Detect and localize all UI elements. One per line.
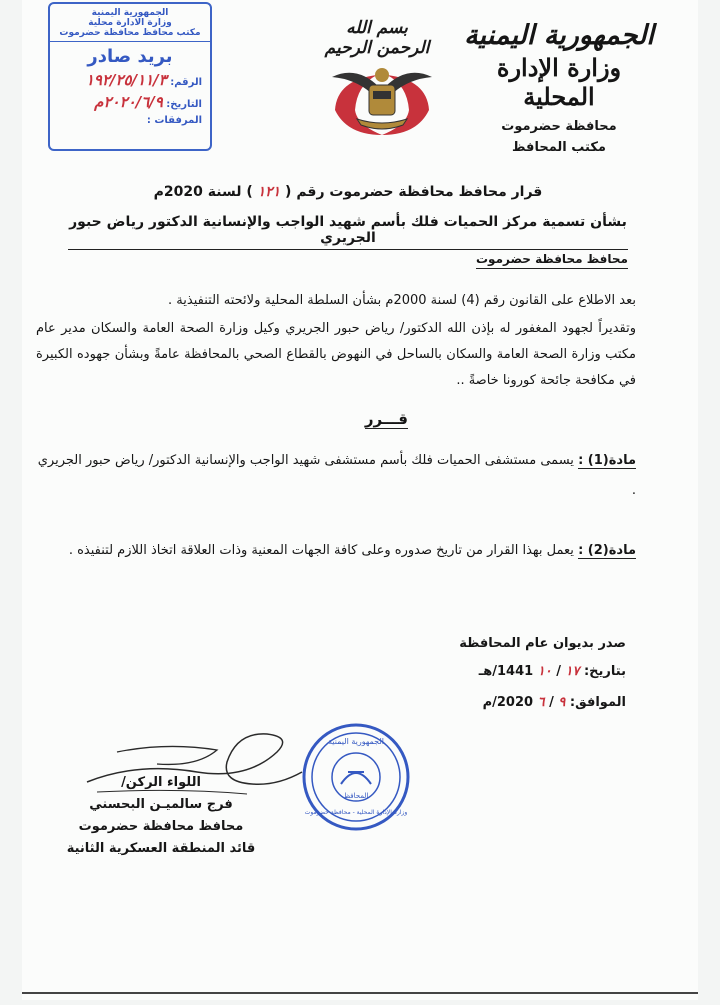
stamp-ref-label: الرقم: xyxy=(170,77,202,88)
stamp-date-value: ٢٠٢٠/٦/٩م xyxy=(94,93,163,111)
decided-heading: قـــرر xyxy=(364,410,408,428)
stamp-ref-value: ١٩٢/٢٥/١١/٣ xyxy=(85,71,167,89)
signer-title-1: محافظ محافظة حضرموت xyxy=(78,819,244,834)
paragraph-1: بعد الاطلاع على القانون رقم (4) لسنة 2000م بشأن السلطة المحلية ولائحته التنفيذية . xyxy=(168,293,636,308)
article-1 xyxy=(36,446,636,506)
article-1-text: يسمى مستشفى الحميات فلك بأسم مستشفى شهيد الواجب والإنسانية الدكتور/ رياض حبور الجريري . xyxy=(37,453,636,498)
outgoing-mail-stamp xyxy=(48,2,212,151)
decree-title-suffix: ) لسنة 2020م xyxy=(153,184,253,200)
decree-number: ١٢١ xyxy=(257,184,281,200)
hijri-month: ١٠ xyxy=(537,664,552,679)
stamp-ref-row xyxy=(50,71,210,89)
document-page xyxy=(22,0,698,1000)
stamp-line-3: مكتب محافظ محافظة حضرموت xyxy=(50,28,210,42)
greg-month: ٦ xyxy=(537,695,545,710)
signature-block xyxy=(66,772,256,860)
office-name: مكتب المحافظ xyxy=(512,140,606,155)
hijri-label: بتاريخ: xyxy=(583,664,626,679)
hijri-suffix: هـ xyxy=(478,664,493,679)
gregorian-date: الموافق: ٩ / ٦ 2020/م xyxy=(482,695,626,710)
paragraph-2: وتقديراً لجهود المغفور له بإذن الله الدكتور/ رياض حبور الجريري وكيل وزارة الصحة العامة والسكان مدير عام مكتب وزارة الصحة العامة والسكان بالساحل في النهوض بالقطاع الصحي بالمحافظة عامةً وبشأن جهوده الكبيرة في مكافحة جائحة كورونا خاصةً .. xyxy=(36,321,636,388)
eagle-emblem-icon xyxy=(327,55,437,145)
decree-title xyxy=(68,184,628,200)
letterhead-right xyxy=(464,20,654,155)
decree-subject: بشأن تسمية مركز الحميات فلك بأسم شهيد الواجب والإنسانية الدكتور رياض حبور الجريري xyxy=(68,214,628,250)
article-2 xyxy=(36,536,636,566)
signer-name: فرج سالميـن البحسني xyxy=(89,797,233,812)
stamp-attachments-label: المرفقات : xyxy=(146,115,202,126)
hijri-date: بتاريخ: ١٧ / ١٠ 1441/هـ xyxy=(478,664,626,679)
signer-title-2: قائد المنطقة العسكرية الثانية xyxy=(66,841,256,856)
greg-year: 2020/ xyxy=(492,695,534,710)
article-2-text: يعمل بهذا القرار من تاريخ صدوره وعلى كافة الجهات المعنية وذات العلاقة اتخاذ اللازم لتنفيذه . xyxy=(68,543,574,558)
ministry-name: وزارة الإدارة المحلية xyxy=(496,53,622,111)
issued-at: صدر بديوان عام المحافظة xyxy=(459,636,626,651)
stamp-title: بريد صادر xyxy=(87,46,173,67)
governorate-name: محافظة حضرموت xyxy=(501,119,617,134)
stamp-line-1: الجمهورية اليمنية xyxy=(91,8,169,18)
official-round-stamp-icon xyxy=(301,722,411,832)
article-1-label: مادة(1) : xyxy=(578,453,636,468)
greg-suffix: م xyxy=(482,695,493,710)
greg-label: الموافق: xyxy=(569,695,626,710)
signer-rank: اللواء الركن/ xyxy=(121,775,201,790)
republic-name: الجمهورية اليمنية xyxy=(464,20,654,51)
basmala: بسم الله الرحمن الرحيم xyxy=(324,18,430,58)
round-stamp-center: المحافظ xyxy=(343,792,369,800)
stamp-line-2: وزارة الادارة محلية xyxy=(88,18,172,28)
greg-day: ٩ xyxy=(558,695,566,710)
stamp-date-label: التاريخ: xyxy=(166,99,202,110)
hijri-year: 1441/ xyxy=(492,664,534,679)
stamp-date-row xyxy=(50,93,210,111)
round-stamp-ring: وزارة الإدارة المحلية - محافظة حضرموت xyxy=(304,809,408,816)
article-2-label: مادة(2) : xyxy=(578,543,636,558)
round-stamp-top: الجمهورية اليمنية xyxy=(327,737,385,746)
hijri-day: ١٧ xyxy=(565,664,580,679)
footer-divider xyxy=(22,992,698,994)
decree-issuer: محافظ محافظة حضرموت xyxy=(476,252,628,269)
decree-title-prefix: قرار محافظ محافظة حضرموت رقم ( xyxy=(285,184,543,200)
